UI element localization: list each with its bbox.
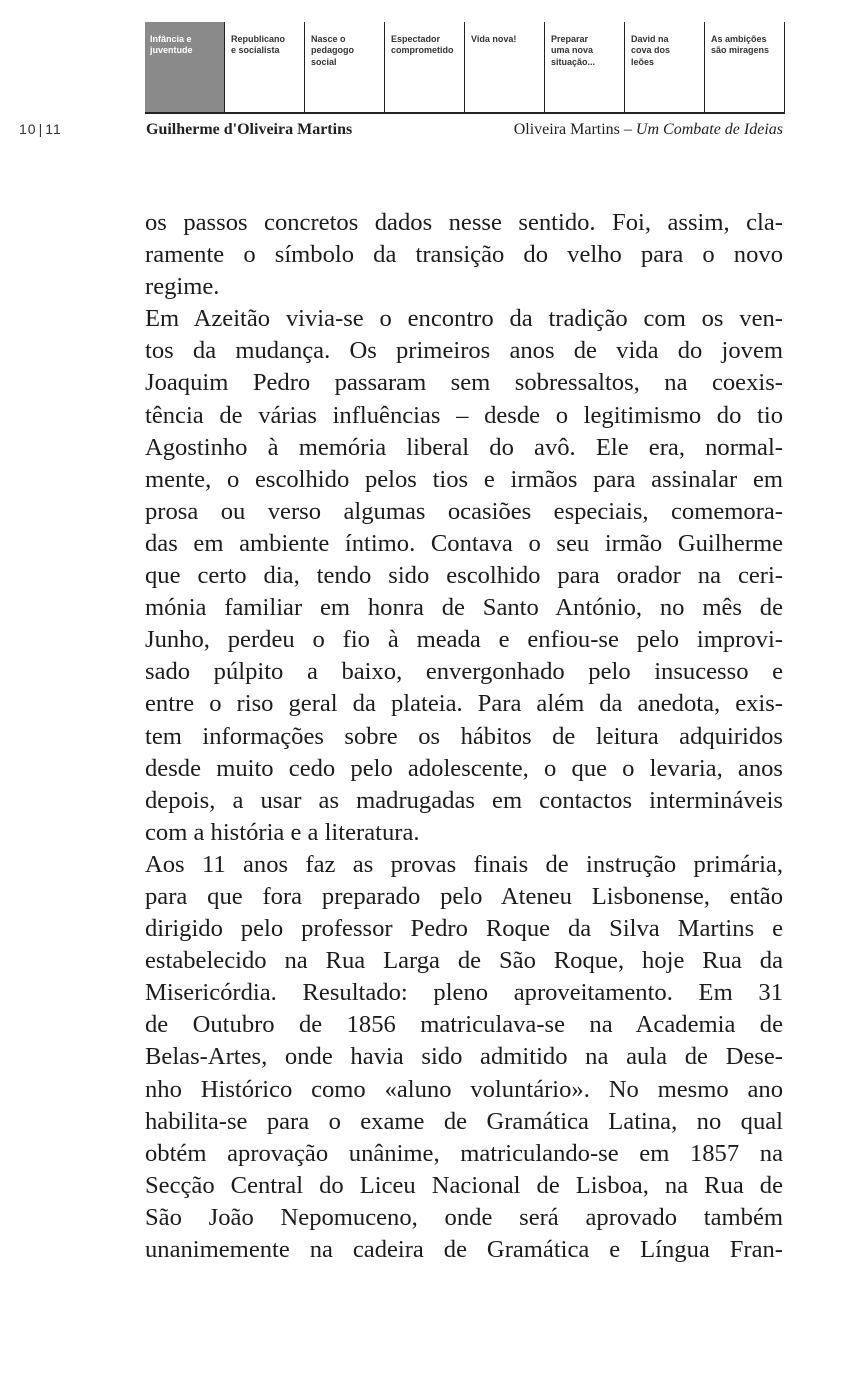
page-number-right: 11 — [45, 121, 62, 137]
running-head-title — [514, 121, 783, 139]
tab-label-line: e socialista — [231, 45, 280, 56]
text-line: Junho, perdeu o fio à meada e enfiou-se pelo improvi- — [145, 626, 783, 654]
body-text — [145, 207, 783, 1266]
text-line: São João Nepomuceno, onde será aprovado também — [145, 1203, 783, 1231]
tab-label-line: Preparar — [551, 34, 589, 44]
tab-label-line: Infância e — [150, 34, 192, 44]
tab-label-line: As ambições — [711, 34, 767, 44]
tab-label-line: Republicano — [231, 34, 286, 44]
text-line: unanimemente na cadeira de Gramática e Língua Fran- — [145, 1236, 783, 1263]
text-line: Secção Central do Liceu Nacional de Lisboa, na Rua de — [145, 1171, 783, 1199]
text-line: para que fora preparado pelo Ateneu Lisbonense, então — [145, 882, 783, 910]
text-line: Misericórdia. Resultado: pleno aproveitamento. Em 31 — [145, 979, 783, 1007]
tab-as-ambições-são-miragens[interactable] — [705, 22, 785, 114]
tab-espectador-comprometido[interactable] — [385, 22, 465, 114]
text-line: Belas-Artes, onde havia sido admitido na aula de Dese- — [145, 1043, 783, 1071]
text-line: tência de várias influências – desde o legitimismo do tio — [145, 401, 783, 429]
text-line: tos da mudança. Os primeiros anos de vida do jovem — [145, 337, 783, 365]
text-line: Joaquim Pedro passaram sem sobressaltos, na coexis- — [145, 369, 783, 397]
tab-preparar-uma-nova-situação[interactable] — [545, 22, 625, 114]
text-line: habilita-se para o exame de Gramática Latina, no qual — [145, 1107, 783, 1135]
tab-label-line: David na — [631, 34, 669, 44]
text-line: Aos 11 anos faz as provas finais de instrução primária, — [145, 850, 783, 878]
tab-label-line: leões — [631, 56, 655, 67]
text-line: depois, a usar as madrugadas em contactos intermináveis — [145, 786, 783, 814]
chapter-tabs — [145, 22, 785, 114]
folio-separator: | — [38, 121, 44, 137]
tab-label-line: Nasce o — [311, 34, 346, 44]
text-line: que certo dia, tendo sido escolhido para orador na ceri- — [145, 562, 783, 590]
text-line: ramente o símbolo da transição do velho para o novo — [145, 241, 783, 269]
text-line: prosa ou verso algumas ocasiões especiais, comemora- — [145, 497, 783, 525]
text-line: Em Azeitão vivia-se o encontro da tradição com os ven- — [145, 305, 783, 333]
text-line: dirigido pelo professor Pedro Roque da Silva Martins e — [145, 915, 783, 943]
text-line: mónia familiar em honra de Santo António, no mês de — [145, 594, 783, 622]
tab-vida-nova[interactable] — [465, 22, 545, 114]
tab-david-na-cova-dos-leões[interactable] — [625, 22, 705, 114]
running-head-author: Guilherme d'Oliveira Martins — [146, 121, 353, 138]
text-line: sado púlpito a baixo, envergonhado pelo insucesso e — [145, 658, 783, 686]
text-line: estabelecido na Rua Larga de São Roque, hoje Rua da — [145, 947, 783, 975]
text-line: desde muito cedo pelo adolescente, o que o levaria, anos — [145, 754, 783, 782]
tab-label-line: uma nova — [551, 45, 594, 56]
tab-label-line: Vida nova! — [471, 34, 517, 44]
tab-label-line: pedagogo — [311, 45, 354, 56]
running-head-title-italic: Um Combate de Ideias — [635, 121, 783, 138]
tab-label-line: cova dos — [631, 45, 671, 56]
tab-label-line: social — [311, 56, 337, 67]
tabs-divider — [145, 112, 785, 114]
tab-republicano-e-socialista[interactable] — [225, 22, 305, 114]
page-numbers — [19, 121, 62, 137]
tab-nasce-o-pedagogo-social[interactable] — [305, 22, 385, 114]
text-line: mente, o escolhido pelos tios e irmãos para assinalar em — [145, 465, 783, 493]
tab-label-line: juventude — [150, 45, 193, 56]
tab-infância-e-juventude[interactable] — [145, 22, 225, 114]
text-line: com a história e a literatura. — [145, 818, 420, 846]
tab-label-line: são miragens — [711, 45, 770, 56]
text-line: das em ambiente íntimo. Contava o seu irmão Guilherme — [145, 529, 783, 557]
tab-label-line: Espectador — [391, 34, 441, 44]
text-line: entre o riso geral da plateia. Para além da anedota, exis- — [145, 690, 783, 718]
tab-label-line: comprometido — [391, 45, 454, 56]
text-line: Agostinho à memória liberal do avô. Ele era, normal- — [145, 433, 783, 461]
text-line: obtém aprovação unânime, matriculando-se em 1857 na — [145, 1139, 783, 1167]
text-line: de Outubro de 1856 matriculava-se na Academia de — [145, 1011, 783, 1039]
running-head-title-prefix: Oliveira Martins – — [513, 121, 636, 138]
tab-label-line: situação... — [551, 56, 596, 67]
text-line: os passos concretos dados nesse sentido. Foi, assim, cla- — [145, 209, 783, 236]
text-line: nho Histórico como «aluno voluntário». No mesmo ano — [145, 1075, 783, 1103]
text-line: tem informações sobre os hábitos de leitura adquiridos — [145, 722, 783, 750]
page-number-left: 10 — [19, 121, 37, 137]
text-line: regime. — [145, 273, 220, 301]
